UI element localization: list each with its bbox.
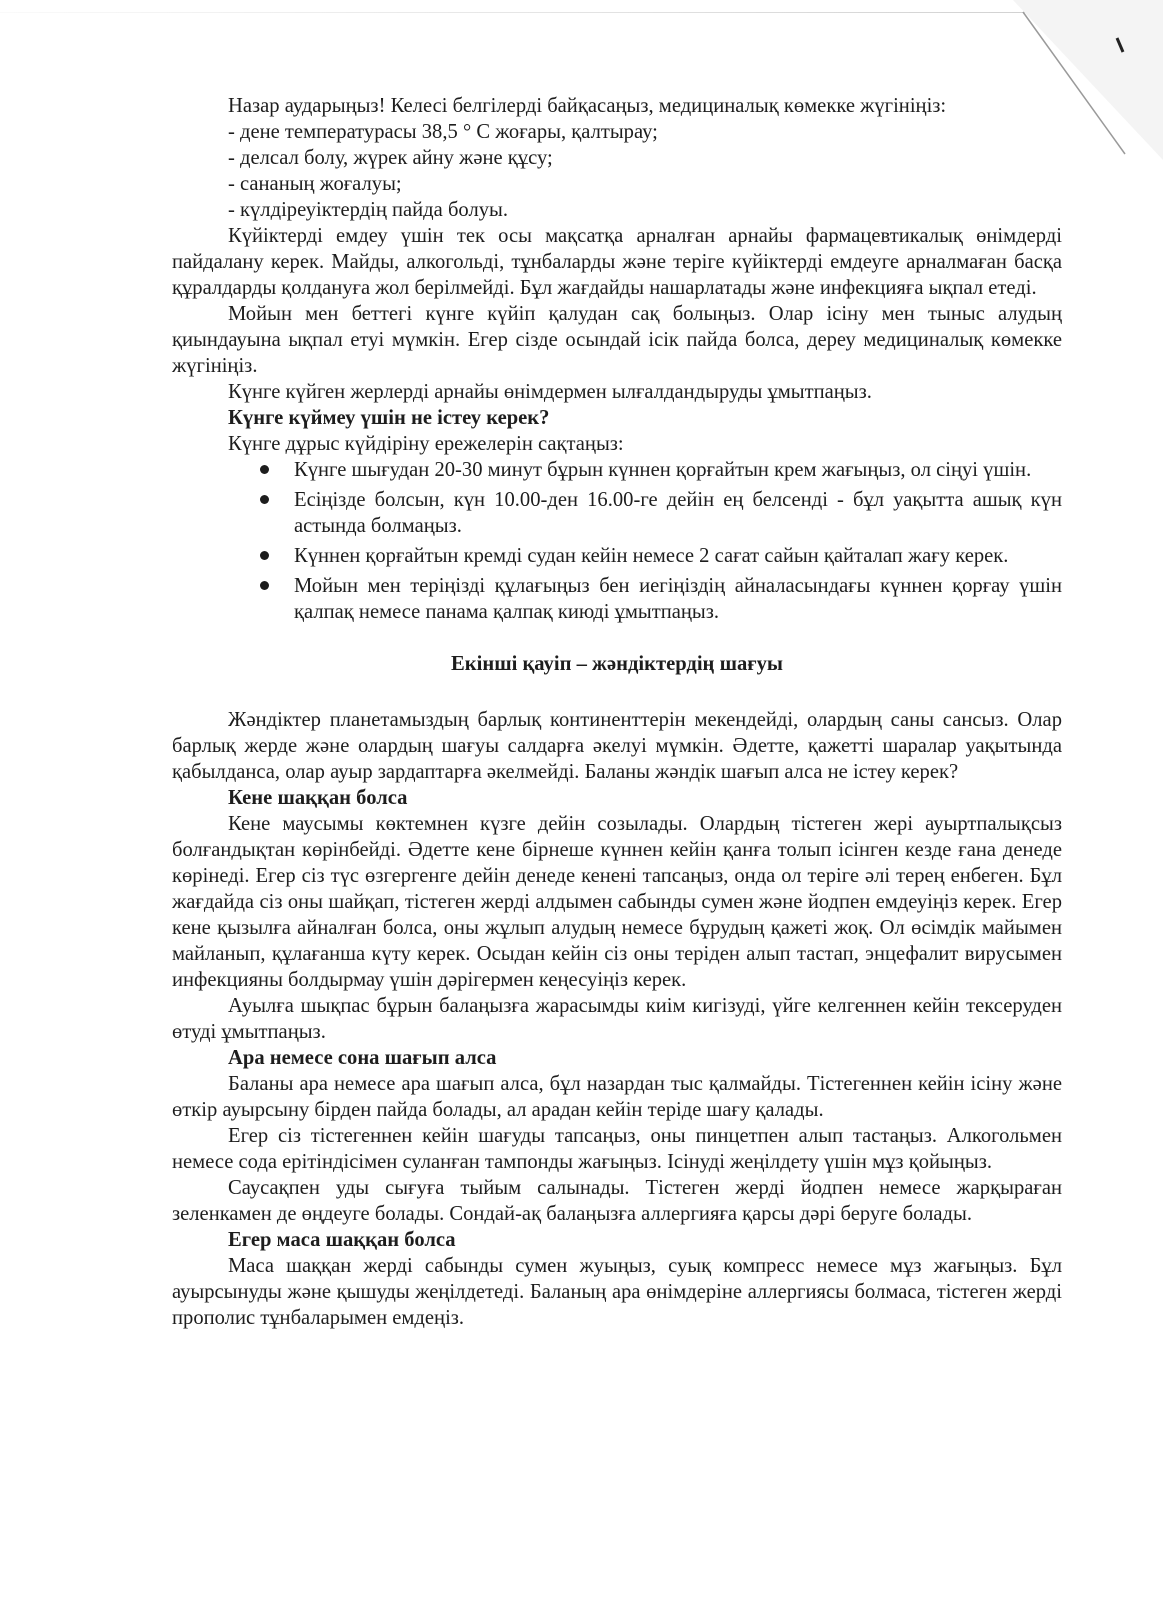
section-intro: Жәндіктер планетамыздың барлық континенттерін мекендейді, олардың саны сансыз. Олар барлық жерде және олардың шағуы салдарға әкелуі мүмкін. Әдетте, қажетті шаралар уақытында қабылданса, олар ауыр зардаптарға әкелмейді. Баланы жәндік шағып алса не істеу керек? — [172, 709, 1062, 783]
rule-text: Есіңізде болсын, күн 10.00-ден 16.00-ге дейін ең белсенді - бұл уақытта ашық күн астында болмаңыз. — [294, 489, 1062, 537]
rule-text: Мойын мен теріңізді құлағыңыз бен иегіңіздің айналасындағы күннен қорғау үшін қалпақ немесе панама қалпақ киюді ұмытпаңыз. — [294, 575, 1062, 623]
prevention-rules-list — [172, 457, 1062, 625]
spacer — [172, 629, 1062, 651]
body-paragraph: Егер сіз тістегеннен кейін шағуды тапсаңыз, оны пинцетпен алып тастаңыз. Алкогольмен немесе сода ерітіндісімен суланған тампонды жағыңыз. Ісінуді жеңілдету үшін мұз қойыңыз. — [172, 1125, 1062, 1173]
body-paragraph: Кене маусымы көктемнен күзге дейін созылады. Олардың тістеген жері ауыртпалықсыз болғандықтан көрінбейді. Әдетте кене бірнеше күннен кейін қанға толып ісінген кезде ғана денеде көрінеді. Егер сіз түс өзгергенге дейін денеде кенені тапсаңыз, онда ол теріге әлі терең енбеген. Бұл жағдайда сіз оны шайқап, тістеген жерді алдымен сабынды сумен және йодпен емдеуіңіз керек. Егер кене қызылға айналған болса, оны жұлып алудың немесе бұрудың қажеті жоқ. Ол өсімдік майымен майланып, құлағанша күту керек. Осыдан кейін сіз оны теріден алып тастап, энцефалит вирусымен инфекцияны болдырмау үшін дәрігермен кеңесуіңіз керек. — [172, 813, 1062, 991]
body-paragraph: Саусақпен уды сығуға тыйым салынады. Тістеген жерді йодпен немесе жарқыраған зеленкамен де өңдеуге болады. Сондай-ақ балаңызға аллергияға қарсы дәрі беруге болады. — [172, 1177, 1062, 1225]
symptom-item: - делсал болу, жүрек айну және құсу; — [228, 147, 553, 169]
body-paragraph: Мойын мен беттегі күнге күйіп қалудан сақ болыңыз. Олар ісіну мен тыныс алудың қиындауына ықпал етуі мүмкін. Егер сізде осындай ісік пайда болса, дереу медициналық көмекке жүгініңіз. — [172, 303, 1062, 377]
spacer — [172, 677, 1062, 707]
scan-page-edge — [0, 12, 1050, 13]
prevention-heading: Күнге күймеу үшін не істеу керек? — [228, 407, 550, 429]
bullet-icon — [260, 581, 269, 590]
tick-heading: Кене шаққан болса — [228, 787, 408, 809]
body-paragraph: Баланы ара немесе ара шағып алса, бұл назардан тыс қалмайды. Тістегеннен кейін ісіну және өткір ауырсыну бірден пайда болады, ал арадан кейін теріде шағу қалады. — [172, 1073, 1062, 1121]
body-paragraph: Ауылға шықпас бұрын балаңызға жарасымды киім кигізуді, үйге келгеннен кейін тексеруден өтуді ұмытпаңыз. — [172, 995, 1062, 1043]
burn-care-block — [172, 223, 1062, 405]
prevention-block — [172, 405, 1062, 625]
body-paragraph: Маса шаққан жерді сабынды сумен жуыңыз, суық компресс немесе мұз жағыңыз. Бұл ауырсынуды және қышуды жеңілдетеді. Баланың ара өнімдеріне аллергиясы болмаса, тістеген жерді прополис тұнбаларымен емдеңіз. — [172, 1255, 1062, 1329]
bee-heading: Ара немесе сона шағып алса — [228, 1047, 497, 1069]
list-item — [172, 457, 1062, 483]
bullet-icon — [260, 495, 269, 504]
section-title: Екінші қауіп – жәндіктердің шағуы — [451, 653, 783, 675]
rule-text: Күннен қорғайтын кремді судан кейін немесе 2 сағат сайын қайталап жағу керек. — [294, 545, 1009, 567]
list-item — [172, 573, 1062, 625]
body-paragraph: Күнге күйген жерлерді арнайы өнімдермен ылғалдандыруды ұмытпаңыз. — [228, 381, 872, 403]
document-page — [172, 93, 1062, 1331]
attention-block — [172, 93, 1062, 223]
list-item — [172, 487, 1062, 539]
list-item — [172, 543, 1062, 569]
prevention-lead: Күнге дұрыс күйдірiну ережелерін сақтаңыз: — [228, 433, 624, 455]
bullet-icon — [260, 551, 269, 560]
symptom-item: - дене температурасы 38,5 ° С жоғары, қалтырау; — [228, 121, 658, 143]
insect-bites-block — [172, 707, 1062, 1331]
attention-intro: Назар аударыңыз! Келесі белгілерді байқасаңыз, медициналық көмекке жүгініңіз: — [228, 95, 947, 117]
symptom-item: - сананың жоғалуы; — [228, 173, 402, 195]
body-paragraph: Күйіктерді емдеу үшін тек осы мақсатқа арналған арнайы фармацевтикалық өнімдерді пайдалану керек. Майды, алкогольді, тұнбаларды және теріге күйіктерді емдеуге арналмаған басқа құралдарды қолдануға жол берілмейді. Бұл жағдайды нашарлатады және инфекцияға ықпал етеді. — [172, 225, 1062, 299]
rule-text: Күнге шығудан 20-30 минут бұрын күннен қорғайтын крем жағыңыз, ол сіңуі үшін. — [294, 459, 1032, 481]
bullet-icon — [260, 465, 269, 474]
symptom-item: - күлдіреуіктердің пайда болуы. — [228, 199, 509, 221]
mosquito-heading: Егер маса шаққан болса — [228, 1229, 456, 1251]
